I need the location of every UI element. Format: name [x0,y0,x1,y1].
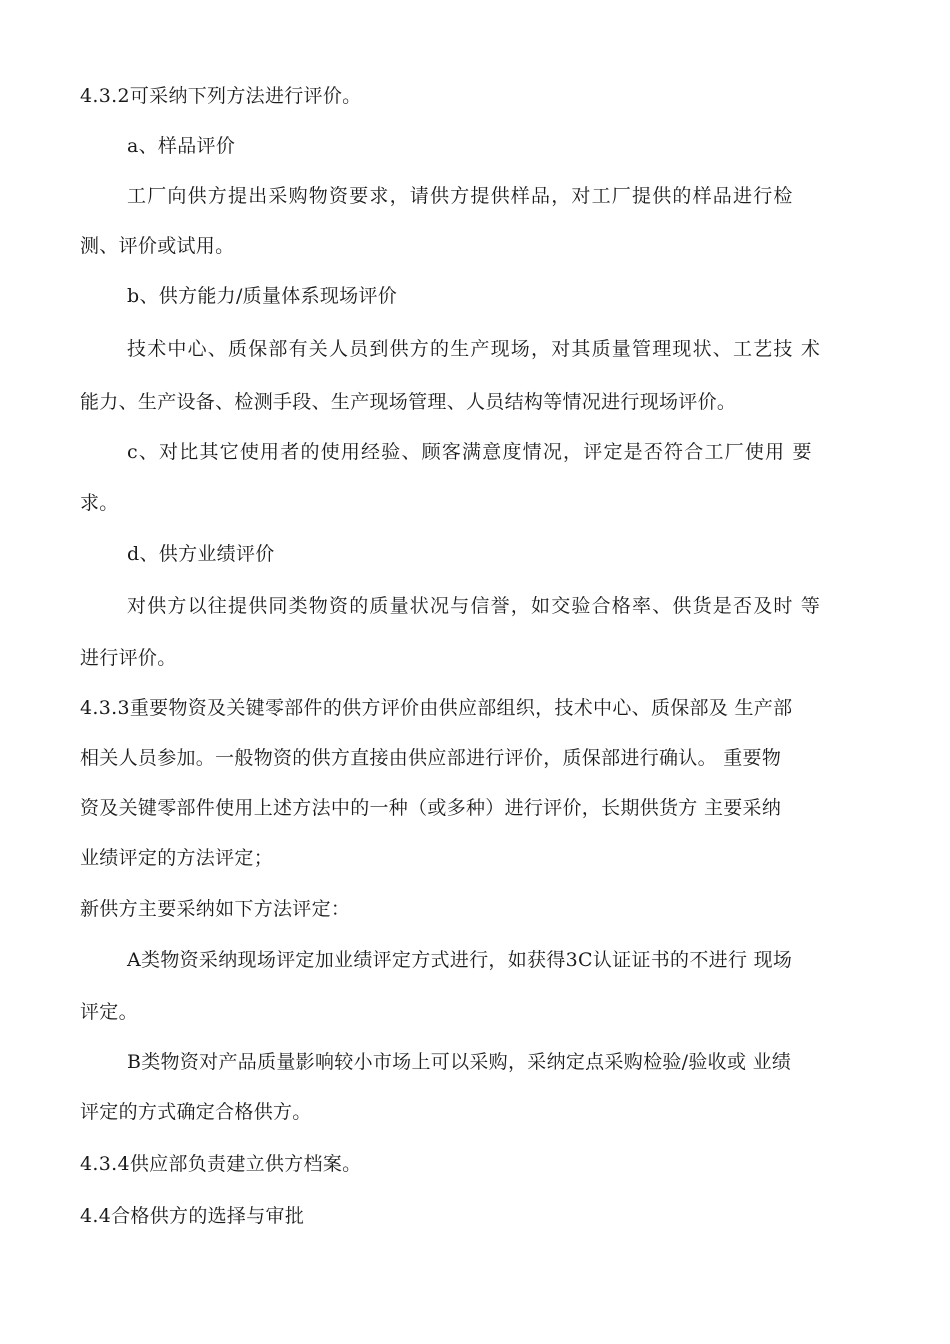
section-paragraph-4-3-4: 4.3.4供应部负责建立供方档案。 [80,1153,362,1175]
paragraph-line: 技术中心、质保部有关人员到供方的生产现场，对其质量管理现状、工艺技 术 [127,338,822,360]
section-heading-4-4: 4.4合格供方的选择与审批 [80,1205,305,1227]
item-d-heading: d、供方业绩评价 [127,543,275,565]
paragraph-line: 资及关键零部件使用上述方法中的一种（或多种）进行评价，长期供货方 主要采纳 [80,797,782,819]
item-b-heading: b、供方能力/质量体系现场评价 [127,285,398,307]
paragraph-line: 进行评价。 [80,647,177,669]
section-paragraph-4-3-3: 4.3.3重要物资及关键零部件的供方评价由供应部组织，技术中心、质保部及 生产部 [80,697,793,719]
paragraph-line: 求。 [80,492,119,514]
class-a-paragraph: A类物资采纳现场评定加业绩评定方式进行，如获得3C认证证书的不进行 现场 [127,949,793,971]
paragraph-line: 评定。 [80,1001,138,1023]
class-b-paragraph: B类物资对产品质量影响较小市场上可以采购，采纳定点采购检验/验收或 业绩 [127,1051,792,1073]
section-heading-4-3-2: 4.3.2可采纳下列方法进行评价。 [80,85,362,107]
paragraph-line: 业绩评定的方法评定； [80,847,274,869]
paragraph-line: 对供方以往提供同类物资的质量状况与信誉，如交验合格率、供货是否及时 等 [127,595,822,617]
paragraph-line: 工厂向供方提出采购物资要求，请供方提供样品，对工厂提供的样品进行检 [127,185,794,207]
paragraph-line: 测、评价或试用。 [80,235,235,257]
paragraph-line: 新供方主要采纳如下方法评定： [80,898,351,920]
paragraph-line: 相关人员参加。一般物资的供方直接由供应部进行评价，质保部进行确认。 重要物 [80,747,782,769]
item-c-paragraph: c、对比其它使用者的使用经验、顾客满意度情况，评定是否符合工厂使用 要 [127,441,813,463]
paragraph-line: 能力、生产设备、检测手段、生产现场管理、人员结构等情况进行现场评价。 [80,391,737,413]
item-a-heading: a、样品评价 [127,135,236,157]
paragraph-line: 评定的方式确定合格供方。 [80,1101,312,1123]
